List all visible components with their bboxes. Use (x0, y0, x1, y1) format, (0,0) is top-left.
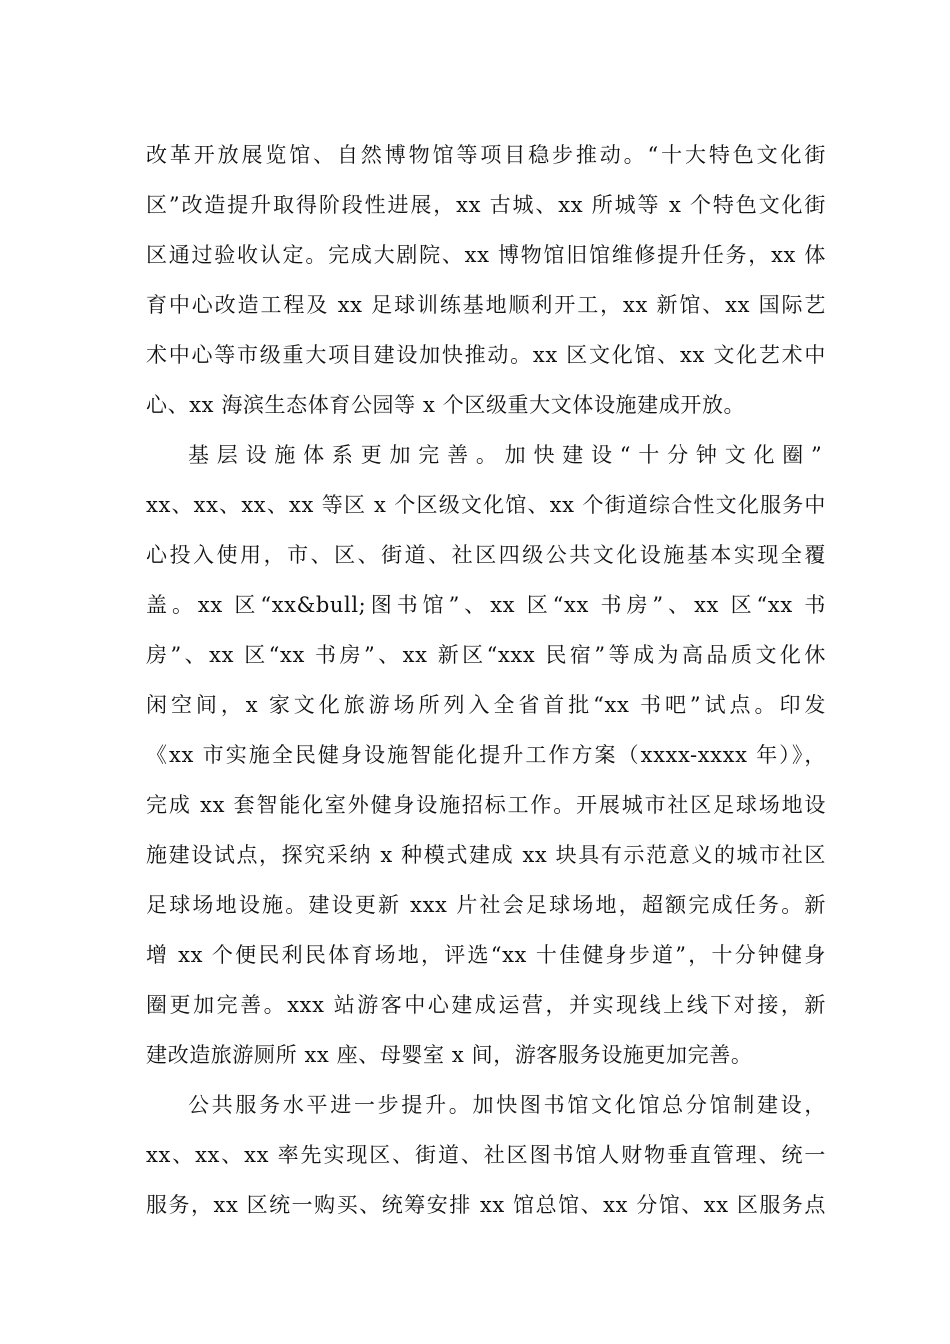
text-line: 区”改造提升取得阶段性进展，xx 古城、xx 所城等 x 个特色文化街 (146, 193, 826, 217)
document-body (146, 130, 826, 1230)
text-line: xx、xx、xx 率先实现区、街道、社区图书馆人财物垂直管理、统一 (146, 1143, 826, 1167)
text-line: 盖。xx 区“xx&bull;图书馆”、xx 区“xx 书房”、xx 区“xx 书 (146, 593, 826, 617)
text-line: 闲空间，x 家文化旅游场所列入全省首批“xx 书吧”试点。印发 (146, 693, 826, 717)
text-line: 完成 xx 套智能化室外健身设施招标工作。开展城市社区足球场地设 (146, 793, 826, 817)
text-line: 育中心改造工程及 xx 足球训练基地顺利开工，xx 新馆、xx 国际艺 (146, 293, 826, 317)
text-line: 术中心等市级重大项目建设加快推动。xx 区文化馆、xx 文化艺术中 (146, 343, 826, 367)
text-line: 增 xx 个便民利民体育场地，评选“xx 十佳健身步道”，十分钟健身 (146, 943, 826, 967)
text-line: 施建设试点，探究采纳 x 种模式建成 xx 块具有示范意义的城市社区 (146, 843, 826, 867)
text-line: xx、xx、xx、xx 等区 x 个区级文化馆、xx 个街道综合性文化服务中 (146, 493, 826, 517)
text-line: 圈更加完善。xxx 站游客中心建成运营，并实现线上线下对接，新 (146, 993, 826, 1017)
text-line: 建改造旅游厕所 xx 座、母婴室 x 间，游客服务设施更加完善。 (146, 1043, 753, 1067)
text-line: 公共服务水平进一步提升。加快图书馆文化馆总分馆制建设， (188, 1093, 826, 1117)
text-line: 心、xx 海滨生态体育公园等 x 个区级重大文体设施建成开放。 (146, 393, 746, 417)
paragraph-public-services (146, 1080, 826, 1230)
text-line: 足球场地设施。建设更新 xxx 片社会足球场地，超额完成任务。新 (146, 893, 826, 917)
paragraph-culture-projects (146, 130, 826, 430)
paragraph-grassroots-facilities (146, 430, 826, 1080)
text-line: 心投入使用，市、区、街道、社区四级公共文化设施基本实现全覆 (146, 543, 826, 567)
text-line: 改革开放展览馆、自然博物馆等项目稳步推动。“十大特色文化街 (146, 143, 826, 167)
text-line: 房”、xx 区“xx 书房”、xx 新区“xxx 民宿”等成为高品质文化休 (146, 643, 826, 667)
text-line: 《xx 市实施全民健身设施智能化提升工作方案（xxxx-xxxx 年）》， (146, 743, 826, 767)
text-line: 区通过验收认定。完成大剧院、xx 博物馆旧馆维修提升任务，xx 体 (146, 243, 826, 267)
text-line: 基层设施体系更加完善。加快建设“十分钟文化圈” (188, 443, 826, 467)
text-line: 服务，xx 区统一购买、统筹安排 xx 馆总馆、xx 分馆、xx 区服务点 (146, 1193, 826, 1217)
